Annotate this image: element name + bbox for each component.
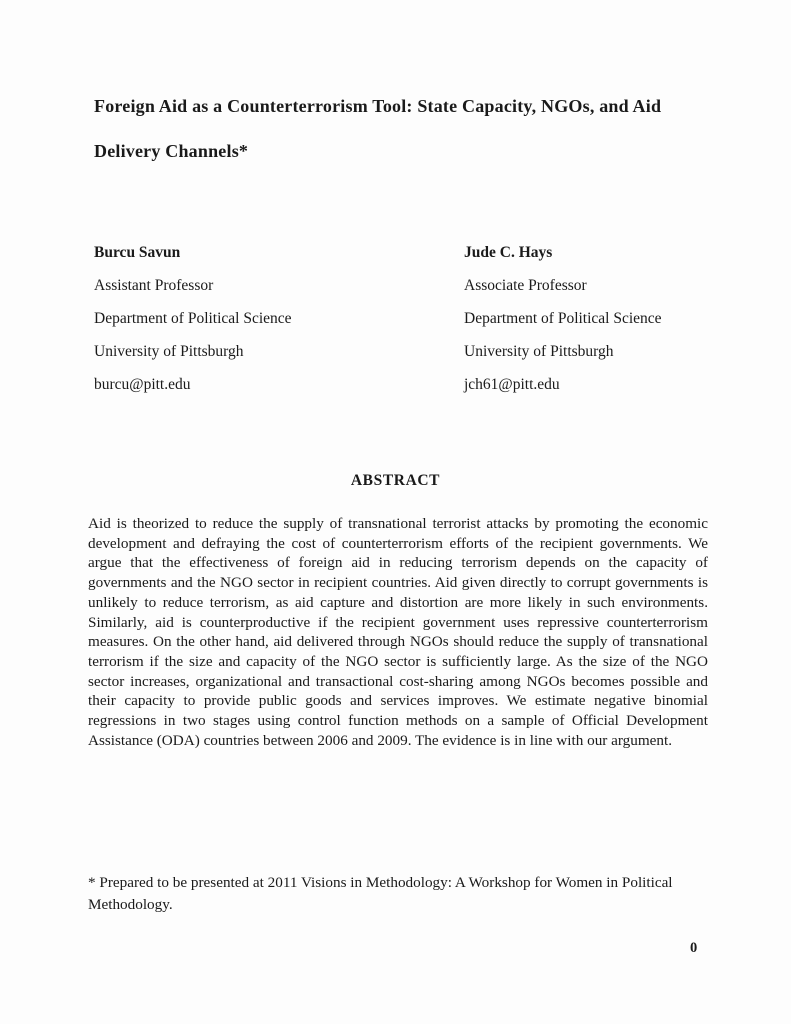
author-right <box>464 236 714 401</box>
author-university: University of Pittsburgh <box>94 343 244 360</box>
author-role: Assistant Professor <box>94 277 214 294</box>
author-name: Jude C. Hays <box>464 244 553 261</box>
abstract-heading: ABSTRACT <box>350 472 441 489</box>
author-left <box>94 236 464 401</box>
author-university: University of Pittsburgh <box>464 343 614 360</box>
paper-title-line1: Foreign Aid as a Counterterrorism Tool: State Capacity, NGOs, and Aid <box>94 96 662 116</box>
footnote: * Prepared to be presented at 2011 Visions in Methodology: A Workshop for Women in Political Methodology. <box>88 874 673 913</box>
abstract-text: Aid is theorized to reduce the supply of transnational terrorist attacks by promoting the economic development and defraying the cost of counterterrorism efforts of the recipient governments. We argue that the effectiveness of foreign aid in reducing terrorism depends on the capacity of governments and the NGO sector in recipient countries. Aid given directly to corrupt governments is unlikely to reduce terrorism, as aid capture and distortion are more likely in such environments. Similarly, aid is counterproductive if the recipient government uses repressive counterterrorism measures. On the other hand, aid delivered through NGOs should reduce the supply of transnational terrorism if the size and capacity of the NGO sector is sufficiently large. As the size of the NGO sector increases, organizational and transactional cost-sharing among NGOs becomes possible and their capacity to provide public goods and services improves. We estimate negative binomial regressions in two stages using control function methods on a sample of Official Development Assistance (ODA) countries between 2006 and 2009. The evidence is in line with our argument. <box>88 515 708 749</box>
author-department: Department of Political Science <box>464 310 662 327</box>
author-email: jch61@pitt.edu <box>464 376 560 393</box>
paper-title-line2: Delivery Channels* <box>94 141 249 161</box>
author-name: Burcu Savun <box>94 244 181 261</box>
authors-block <box>94 236 714 401</box>
author-role: Associate Professor <box>464 277 587 294</box>
page-number: 0 <box>690 940 698 956</box>
paper-title <box>94 84 694 174</box>
author-department: Department of Political Science <box>94 310 292 327</box>
author-email: burcu@pitt.edu <box>94 376 191 393</box>
